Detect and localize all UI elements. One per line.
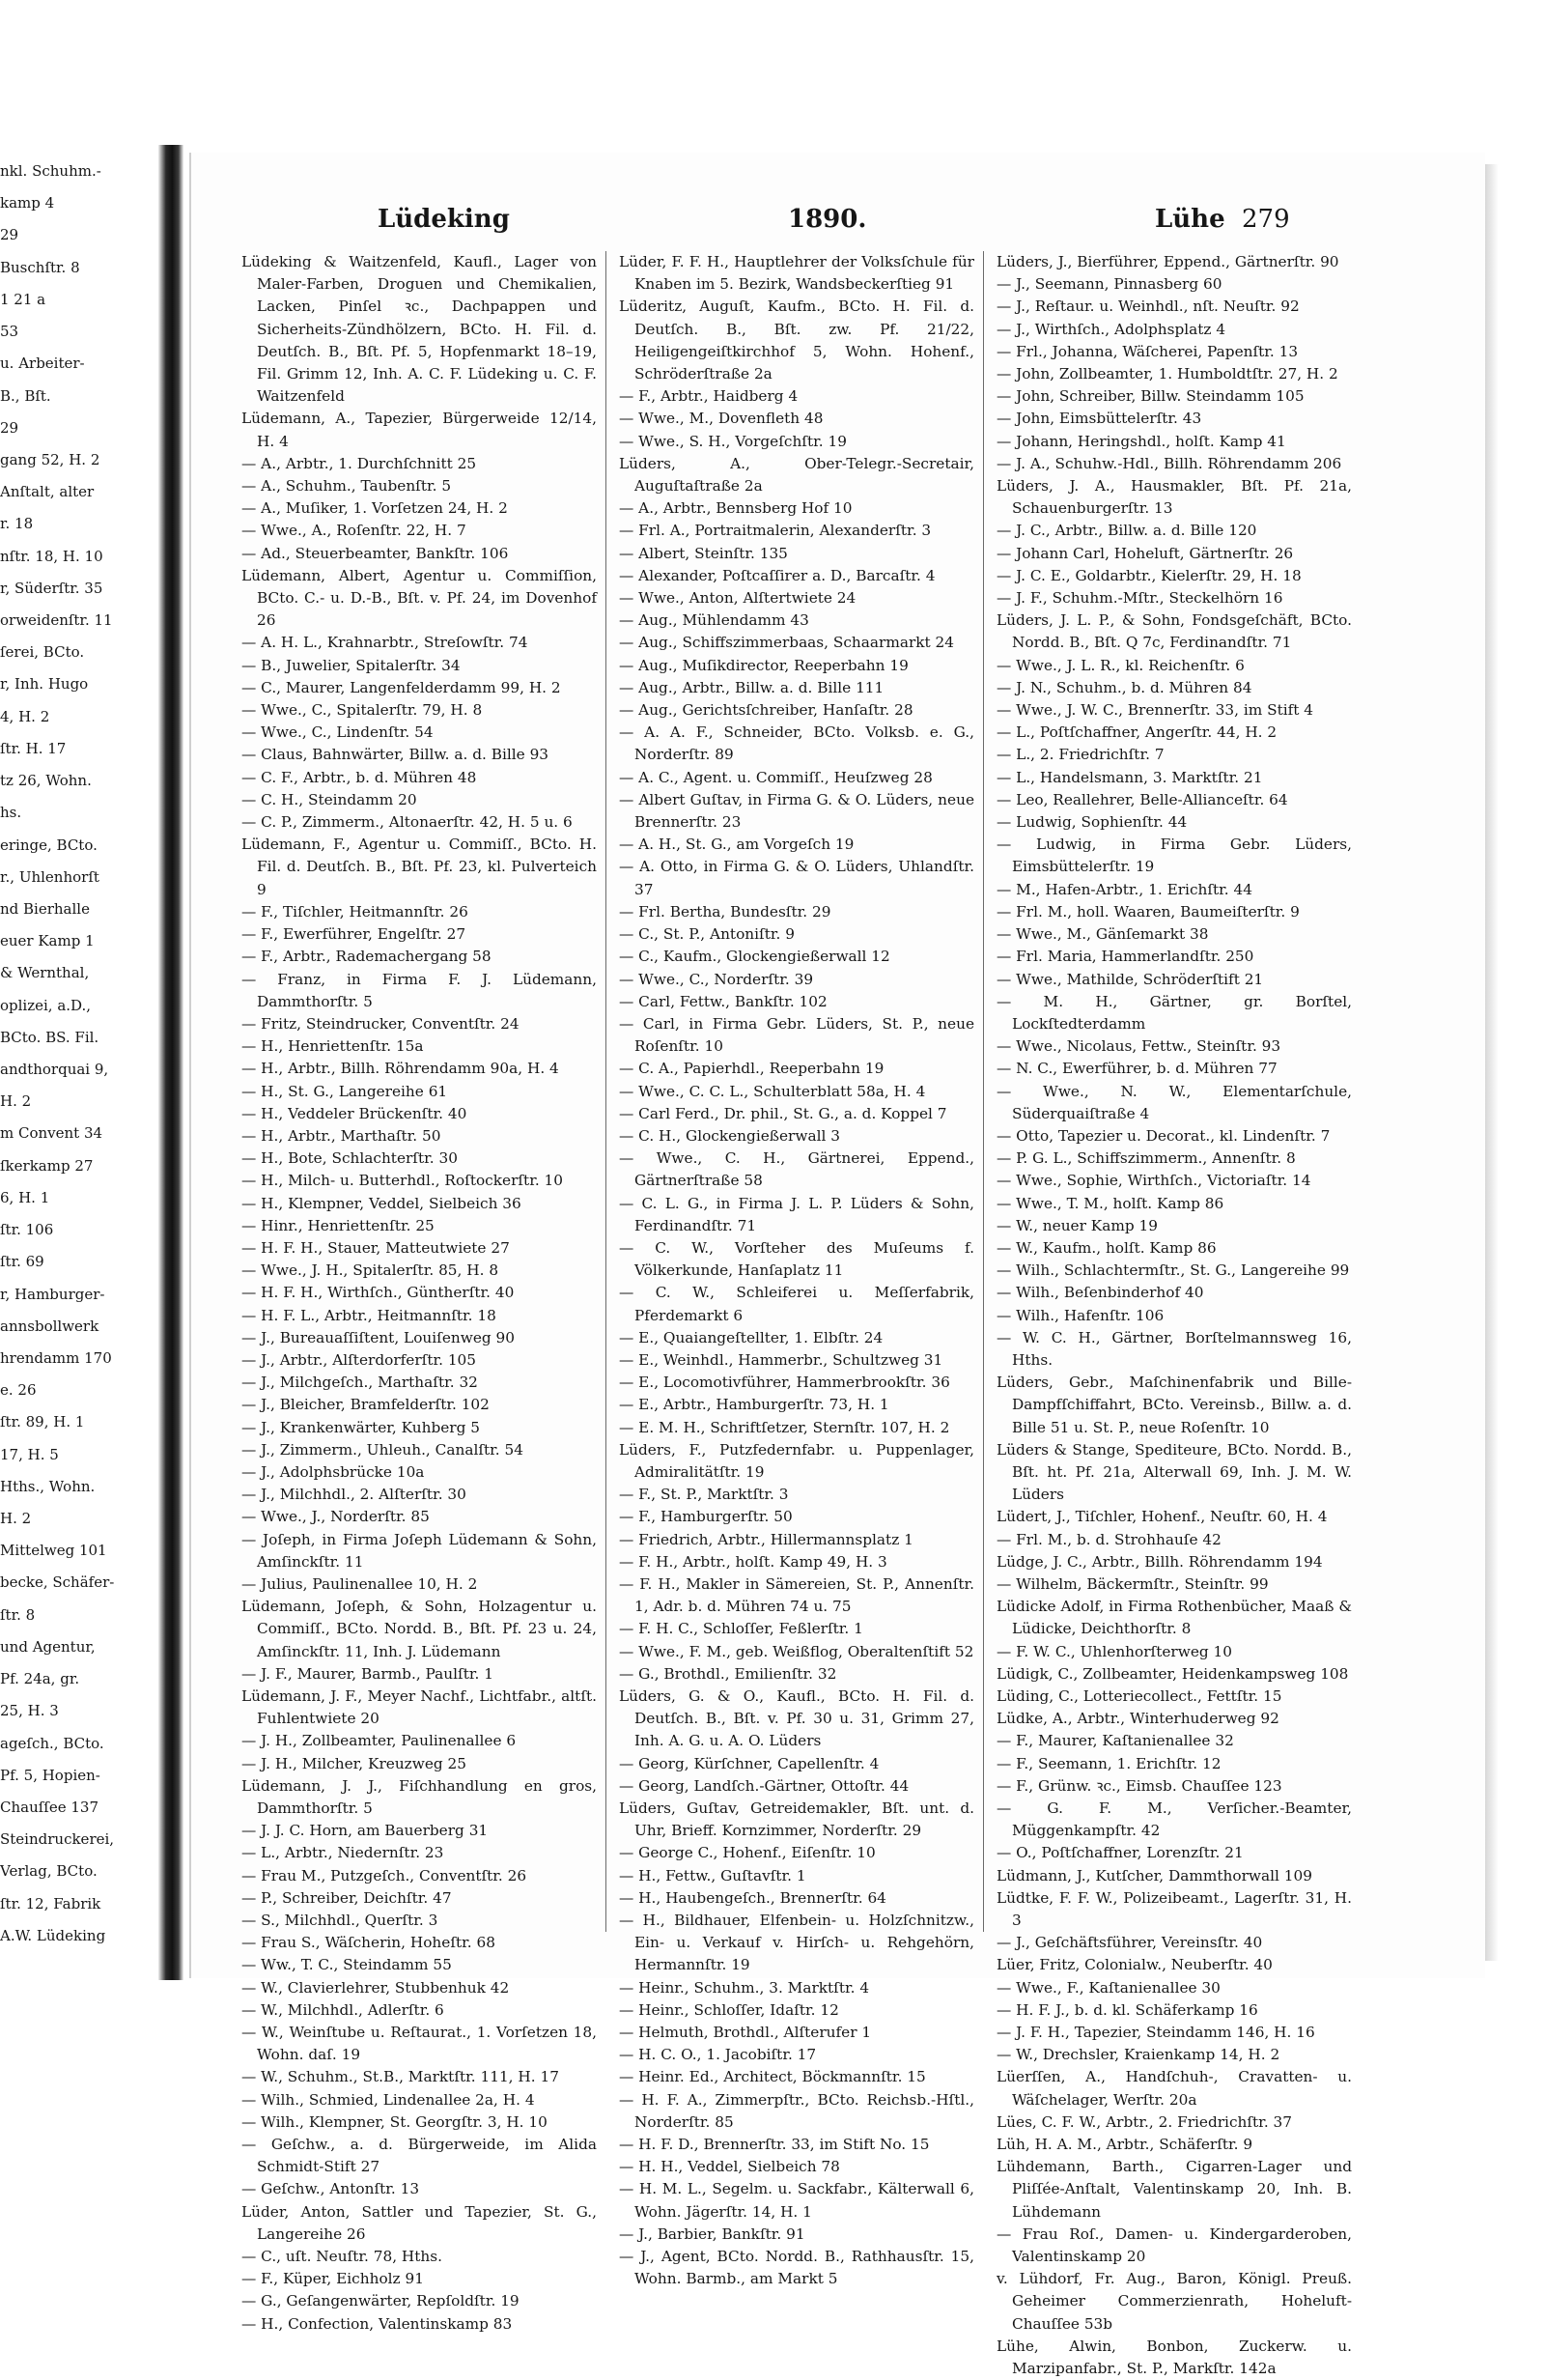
directory-entry: — Otto, Tapezier u. Decorat., kl. Lindenſtr. 7 (997, 1126, 1331, 1145)
directory-entry: — Wwe., C., Norderſtr. 39 (619, 970, 814, 988)
directory-entry: — J., Adolphsbrücke 10a (241, 1462, 425, 1481)
directory-entry: — J. F., Schuhm.-Mſtr., Steckelhörn 16 (997, 589, 1283, 608)
directory-entry: — C. F., Arbtr., b. d. Mühren 48 (241, 768, 477, 786)
directory-entry: — Geſchw., Antonſtr. 13 (241, 2180, 420, 2198)
directory-entry: — F., Ewerführer, Engelſtr. 27 (241, 925, 466, 944)
directory-entry: — J., Wirthſch., Adolphsplatz 4 (997, 320, 1226, 338)
directory-entry: — Frl., Johanna, Wäſcherei, Papenſtr. 13 (997, 342, 1299, 360)
directory-entry: — W., Clavierlehrer, Stubbenhuk 42 (241, 1978, 510, 1997)
directory-entry: — Frau Roſ., Damen- u. Kindergarderoben, Valentinskamp 20 (997, 2224, 1352, 2266)
directory-entry: — Wwe., Nicolaus, Fettw., Steinſtr. 93 (997, 1037, 1281, 1056)
directory-entry: — A. C., Agent. u. Commiſſ., Heuſzweg 28 (619, 768, 933, 786)
left-page-text-fragment: B., Bſt. (0, 387, 51, 405)
directory-entry: — O., Poſtſchaffner, Lorenzſtr. 21 (997, 1844, 1244, 1862)
directory-column-2 (619, 251, 974, 2288)
directory-entry: Lüders, Gebr., Maſchinenfabrik und Bille-Dampfſchiffahrt, BCto. Vereinsb., Billw. a. d. Bille 51 u. St. P., neue Roſenſtr. 10 (997, 1374, 1352, 1436)
directory-entry: — Wwe., C. C. L., Schulterblatt 58a, H. 4 (619, 1082, 926, 1100)
left-page-text-fragment: 4, H. 2 (0, 708, 50, 725)
directory-entry: Lühdemann, Barth., Cigarren-Lager und Pliſſée-Anſtalt, Valentinskamp 20, Inh. B. Lühdemann (997, 2158, 1352, 2221)
page-number: 279 (1242, 205, 1290, 234)
directory-entry: — Wilhelm, Bäckermſtr., Steinſtr. 99 (997, 1574, 1269, 1593)
directory-entry: — Aug., Muſikdirector, Reeperbahn 19 (619, 656, 909, 674)
directory-entry: — W., neuer Kamp 19 (997, 1216, 1158, 1234)
directory-entry: — Albert, Steinſtr. 135 (619, 544, 788, 562)
directory-column-1 (241, 251, 597, 2333)
directory-entry: — Carl Ferd., Dr. phil., St. G., a. d. Koppel 7 (619, 1104, 947, 1122)
directory-entry: — Aug., Schiffszimmerbaas, Schaarmarkt 24 (619, 634, 955, 652)
directory-entry: — B., Juwelier, Spitalerſtr. 34 (241, 656, 461, 674)
left-page-text-fragment: oplizei, a.D., (0, 997, 92, 1014)
running-head-year: 1890. (788, 205, 867, 234)
directory-entry: — John, Zollbeamter, 1. Humboldtſtr. 27, H. 2 (997, 365, 1338, 383)
directory-entry: — H., Bildhauer, Elfenbein- u. Holzſchnitzw., Ein- u. Verkauf v. Hirſch- u. Rehgehörn, Hermannſtr. 19 (619, 1912, 974, 1974)
directory-entry: Lüdke, A., Arbtr., Winterhuderweg 92 (997, 1710, 1279, 1728)
directory-entry: — F., Maurer, Kaſtanienallee 32 (997, 1732, 1234, 1750)
directory-entry: — H. F. A., Zimmerpſtr., BCto. Reichsb.-Hſtl., Norderſtr. 85 (619, 2090, 974, 2131)
left-page-text-fragment: r, Inh. Hugo (0, 675, 89, 693)
directory-entry: — Wwe., J. H., Spitalerſtr. 85, H. 8 (241, 1261, 499, 1280)
directory-entry: — Frl. Maria, Hammerlandſtr. 250 (997, 948, 1254, 966)
directory-entry: — Wwe., C. H., Gärtnerei, Eppend., Gärtnerſtraße 58 (619, 1149, 974, 1190)
directory-entry: Lüders, J. L. P., & Sohn, Fondsgeſchäft, BCto. Nordd. B., Bſt. Q 7c, Ferdinandſtr. 71 (997, 611, 1352, 652)
left-page-text-fragment: A.W. Lüdeking (0, 1927, 106, 1944)
directory-entry: — Frl. M., holl. Waaren, Baumeiſterſtr. 9 (997, 902, 1300, 921)
directory-entry: — John, Schreiber, Billw. Steindamm 105 (997, 387, 1305, 406)
directory-entry: — Wwe., A., Roſenſtr. 22, H. 7 (241, 522, 466, 540)
directory-entry: — Wwe., M., Gänſemarkt 38 (997, 925, 1209, 944)
left-page-text-fragment: und Agentur, (0, 1638, 96, 1656)
directory-entry: Lües, C. F. W., Arbtr., 2. Friedrichſtr. 37 (997, 2112, 1293, 2131)
directory-entry: — Johann, Heringshdl., holſt. Kamp 41 (997, 432, 1286, 450)
directory-entry: Lüer, Fritz, Colonialw., Neuberſtr. 40 (997, 1956, 1273, 1974)
left-page-text-fragment: Mittelweg 101 (0, 1542, 107, 1559)
directory-column-3 (997, 251, 1352, 2378)
directory-entry: — J., Bureauaſſiſtent, Louiſenweg 90 (241, 1328, 515, 1346)
directory-entry: — J. A., Schuhw.-Hdl., Billh. Röhrendamm 206 (997, 454, 1342, 472)
directory-entry: — J., Barbier, Bankſtr. 91 (619, 2224, 805, 2243)
directory-entry: — H., Fettw., Guſtavſtr. 1 (619, 1866, 806, 1884)
directory-entry: — F., Grünw. ꝛc., Eimsb. Chauſſee 123 (997, 1776, 1282, 1795)
directory-entry: — H. C. O., 1. Jacobiſtr. 17 (619, 2046, 817, 2064)
directory-entry: — Hinr., Henriettenſtr. 25 (241, 1216, 435, 1234)
directory-entry: — H. F. L., Arbtr., Heitmannſtr. 18 (241, 1306, 496, 1324)
directory-entry: — H. M. L., Segelm. u. Sackfabr., Kälterwall 6, Wohn. Jägerſtr. 14, H. 1 (619, 2180, 974, 2221)
directory-entry: — H. F. D., Brennerſtr. 33, im Stift No. 15 (619, 2136, 930, 2154)
directory-entry: — J. N., Schuhm., b. d. Mühren 84 (997, 678, 1252, 696)
directory-entry: — F., Küper, Eichholz 91 (241, 2270, 424, 2288)
directory-entry: — H. F. J., b. d. kl. Schäferkamp 16 (997, 2000, 1258, 2019)
directory-entry: Lüdemann, A., Tapezier, Bürgerweide 12/14, H. 4 (241, 410, 597, 450)
left-page-text-fragment: ſtr. 12, Fabrik (0, 1895, 101, 1912)
directory-entry: — J., Milchgeſch., Marthaſtr. 32 (241, 1374, 478, 1392)
left-page-text-fragment: eringe, BCto. (0, 836, 98, 854)
left-page-text-fragment: tz 26, Wohn. (0, 772, 92, 789)
directory-entry: — J. J. C. Horn, am Bauerberg 31 (241, 1822, 489, 1840)
directory-entry: — H. H., Veddel, Sielbeich 78 (619, 2158, 840, 2176)
left-page-text-fragment: becke, Schäfer- (0, 1573, 115, 1591)
left-page-text-fragment: ſtr. 8 (0, 1606, 36, 1624)
left-page-text-fragment: Steindruckerei, (0, 1830, 115, 1848)
directory-entry: — Carl, Fettw., Bankſtr. 102 (619, 992, 828, 1010)
column-divider (605, 251, 606, 1932)
column-divider (983, 251, 984, 1932)
directory-entry: — C., Kaufm., Glockengießerwall 12 (619, 948, 890, 966)
directory-entry: — E., Weinhdl., Hammerbr., Schultzweg 31 (619, 1350, 943, 1369)
directory-entry: — G., Brothdl., Emilienſtr. 32 (619, 1664, 837, 1683)
directory-entry: — F. H. C., Schloſſer, Feßlerſtr. 1 (619, 1620, 863, 1638)
left-page-text-fragment: Buschſtr. 8 (0, 259, 80, 276)
directory-entry: — C. W., Schleiferei u. Meſſerfabrik, Pferdemarkt 6 (619, 1284, 974, 1324)
directory-entry: — Frl. M., b. d. Strohhauſe 42 (997, 1530, 1222, 1548)
directory-entry: — A. H. L., Krahnarbtr., Streſowſtr. 74 (241, 634, 528, 652)
directory-page (189, 153, 1485, 2378)
directory-entry: — A. H., St. G., am Vorgeſch 19 (619, 836, 855, 854)
directory-entry: — H., St. G., Langereihe 61 (241, 1082, 448, 1100)
directory-entry: Lüdemann, J. F., Meyer Nachf., Lichtfabr., altſt. Fuhlentwiete 20 (241, 1687, 597, 1728)
directory-entry: — Wwe., J. W. C., Brennerſtr. 33, im Stift 4 (997, 701, 1314, 720)
directory-entry: — Wwe., Sophie, Wirthſch., Victoriaſtr. 14 (997, 1172, 1311, 1190)
directory-entry: — Aug., Gerichtsſchreiber, Hanſaſtr. 28 (619, 701, 913, 720)
directory-entry: — J., Zimmerm., Uhleuh., Canalſtr. 54 (241, 1440, 523, 1459)
directory-entry: — Wilh., Schlachtermſtr., St. G., Langereihe 99 (997, 1261, 1350, 1280)
directory-entry: Lüdmann, J., Kutſcher, Dammthorwall 109 (997, 1866, 1312, 1884)
left-page-text-fragment: Pf. 5, Hopien- (0, 1767, 100, 1784)
directory-entry: — A. A. F., Schneider, BCto. Volksb. e. G., Norderſtr. 89 (619, 723, 974, 764)
directory-entry: — Wwe., T. M., holſt. Kamp 86 (997, 1194, 1224, 1212)
directory-entry: — J., Reſtaur. u. Weinhdl., nſt. Neuſtr. 92 (997, 298, 1300, 316)
directory-entry: Lüdeking & Waitzenfeld, Kaufl., Lager von Maler-Farben, Droguen und Chemikalien, Lacken, Pinſel ꝛc., Dachpappen und Sicherheits-Zündhölzern, BCto. H. Fil. d. Deutſch. B., Bſt. Pf. 5, Hopfenmarkt 18–19, Fil. Grimm 12, Inh. A. C. F. Lüdeking u. C. F. Waitzenfeld (241, 253, 597, 406)
directory-entry: — John, Eimsbüttelerſtr. 43 (997, 410, 1202, 428)
left-page-text-fragment: 17, H. 5 (0, 1446, 59, 1463)
directory-entry: — F., Hamburgerſtr. 50 (619, 1508, 793, 1526)
left-page-text-fragment: u. Arbeiter- (0, 354, 85, 372)
directory-entry: — E., Arbtr., Hamburgerſtr. 73, H. 1 (619, 1396, 889, 1414)
directory-entry: — C. L. G., in Firma J. L. P. Lüders & Sohn, Ferdinandſtr. 71 (619, 1194, 974, 1234)
directory-entry: — Ludwig, in Firma Gebr. Lüders, Eimsbüttelerſtr. 19 (997, 836, 1352, 876)
left-page-text-fragment: annsbollwerk (0, 1318, 99, 1335)
directory-entry: — A., Arbtr., 1. Durchſchnitt 25 (241, 454, 477, 472)
directory-entry: Lüh, H. A. M., Arbtr., Schäferſtr. 9 (997, 2136, 1253, 2154)
directory-entry: — J. F., Maurer, Barmb., Paulſtr. 1 (241, 1664, 493, 1683)
directory-entry: Lüdemann, Joſeph, & Sohn, Holzagentur u. Commiſſ., BCto. Nordd. B., Bſt. Pf. 23 u. 24, Amſinckſtr. 11, Inh. J. Lüdemann (241, 1598, 597, 1660)
directory-entry: — H., Veddeler Brückenſtr. 40 (241, 1104, 467, 1122)
directory-entry: — A., Schuhm., Taubenſtr. 5 (241, 477, 452, 496)
left-page-text-fragment: Verlag, BCto. (0, 1862, 98, 1880)
left-page-text-fragment: 1 21 a (0, 291, 46, 308)
directory-entry: — Frau S., Wäſcherin, Hoheſtr. 68 (241, 1934, 495, 1952)
left-page-text-fragment: nſtr. 18, H. 10 (0, 548, 103, 565)
left-page-text-fragment: euer Kamp 1 (0, 932, 95, 949)
directory-entry: — L., Handelsmann, 3. Marktſtr. 21 (997, 768, 1263, 786)
directory-entry: — A., Arbtr., Bennsberg Hof 10 (619, 499, 853, 518)
directory-entry: Lüdemann, F., Agentur u. Commiſſ., BCto. H. Fil. d. Deutſch. B., Bſt. Pf. 23, kl. Pulverteich 9 (241, 836, 597, 898)
directory-entry: — Wilh., Beſenbinderhof 40 (997, 1284, 1204, 1302)
directory-entry: — A. Otto, in Firma G. & O. Lüders, Uhlandſtr. 37 (619, 858, 974, 898)
directory-entry: Lüder, F. F. H., Hauptlehrer der Volksſchule für Knaben im 5. Bezirk, Wandsbeckerſtieg 91 (619, 253, 974, 294)
directory-entry: — Ww., T. C., Steindamm 55 (241, 1956, 452, 1974)
directory-entry: — Wwe., M., Dovenfleth 48 (619, 410, 824, 428)
directory-entry: — Wwe., S. H., Vorgeſchſtr. 19 (619, 432, 847, 450)
directory-entry: — C. W., Vorſteher des Muſeums f. Völkerkunde, Hanſaplatz 11 (619, 1238, 974, 1280)
directory-entry: — F. H., Makler in Sämereien, St. P., Annenſtr. 1, Adr. b. d. Mühren 74 u. 75 (619, 1574, 974, 1616)
directory-entry: — L., 2. Friedrichſtr. 7 (997, 746, 1165, 764)
directory-entry: — F. W. C., Uhlenhorſterweg 10 (997, 1642, 1232, 1660)
directory-entry: — Franz, in Firma F. J. Lüdemann, Dammthorſtr. 5 (241, 970, 597, 1010)
left-page-text-fragment: m Convent 34 (0, 1124, 103, 1142)
directory-entry: Lüding, C., Lotteriecollect., Fettſtr. 15 (997, 1687, 1282, 1705)
directory-entry: — George C., Hohenf., Eiſenſtr. 10 (619, 1844, 876, 1862)
directory-entry: — J., Arbtr., Alſterdorferſtr. 105 (241, 1350, 477, 1369)
directory-entry: — C. P., Zimmerm., Altonaerſtr. 42, H. 5 u. 6 (241, 813, 573, 832)
directory-entry: — W. C. H., Gärtner, Borſtelmannsweg 16, Hths. (997, 1328, 1352, 1369)
directory-entry: — Fritz, Steindrucker, Conventſtr. 24 (241, 1014, 520, 1033)
directory-entry: — F., Arbtr., Rademachergang 58 (241, 948, 492, 966)
directory-entry: Lüdge, J. C., Arbtr., Billh. Röhrendamm 194 (997, 1552, 1323, 1571)
directory-entry: Lüders, J. A., Hausmakler, Bſt. Pf. 21a, Schauenburgerſtr. 13 (997, 477, 1352, 518)
directory-entry: — Wilh., Hafenſtr. 106 (997, 1306, 1165, 1324)
left-page-text-fragment: hrendamm 170 (0, 1349, 112, 1367)
directory-entry: — Helmuth, Brothdl., Alſterufer 1 (619, 2024, 872, 2042)
left-page-text-fragment: ſtr. 106 (0, 1221, 54, 1238)
directory-entry: — Frl. A., Portraitmalerin, Alexanderſtr. 3 (619, 522, 932, 540)
left-page-text-fragment: & Wernthal, (0, 964, 90, 981)
running-header (189, 203, 1485, 238)
directory-entry: — Alexander, Poſtcaſſirer a. D., Barcaſtr. 4 (619, 566, 936, 584)
left-page-text-fragment: BCto. BS. Fil. (0, 1029, 99, 1046)
directory-entry: — Wwe., F. M., geb. Weißflog, Oberaltenſtift 52 (619, 1642, 974, 1660)
left-page-text-fragment: 29 (0, 226, 19, 243)
left-page-text-fragment: H. 2 (0, 1092, 32, 1110)
left-page-text-fragment: Anſtalt, alter (0, 483, 95, 500)
directory-entry: — J. F. H., Tapezier, Steindamm 146, H. 16 (997, 2024, 1315, 2042)
directory-entry: — J., Bleicher, Bramfelderſtr. 102 (241, 1396, 490, 1414)
directory-entry: — F., St. P., Marktſtr. 3 (619, 1486, 789, 1504)
directory-entry: — M., Hafen-Arbtr., 1. Erichſtr. 44 (997, 880, 1252, 898)
directory-entry: — Heinr. Ed., Architect, Böckmannſtr. 15 (619, 2068, 926, 2086)
directory-entry: Lüders, F., Putzfedernfabr. u. Puppenlager, Admiralitätſtr. 19 (619, 1440, 974, 1481)
left-page-text-fragment: nkl. Schuhm.- (0, 162, 101, 180)
directory-entry: — P., Schreiber, Deichſtr. 47 (241, 1888, 452, 1907)
directory-entry: — Wwe., J., Norderſtr. 85 (241, 1508, 430, 1526)
directory-entry: — H., Haubengeſch., Brennerſtr. 64 (619, 1888, 886, 1907)
directory-entry: — C. H., Steindamm 20 (241, 790, 417, 808)
directory-entry: — W., Milchhdl., Adlerſtr. 6 (241, 2000, 444, 2019)
directory-entry: — Frau M., Putzgeſch., Conventſtr. 26 (241, 1866, 527, 1884)
left-page-text-fragment: 53 (0, 323, 19, 340)
directory-entry: — C., Maurer, Langenfelderdamm 99, H. 2 (241, 678, 561, 696)
directory-entry: — Geſchw., a. d. Bürgerweide, im Alida Schmidt-Stift 27 (241, 2136, 597, 2176)
left-page-text-fragment: 25, H. 3 (0, 1702, 59, 1719)
directory-entry: — Joſeph, in Firma Joſeph Lüdemann & Sohn, Amſinckſtr. 11 (241, 1530, 597, 1571)
directory-entry: — Wwe., C., Spitalerſtr. 79, H. 8 (241, 701, 483, 720)
directory-entry: — Aug., Arbtr., Billw. a. d. Bille 111 (619, 678, 885, 696)
directory-entry: Lüders, J., Bierführer, Eppend., Gärtnerſtr. 90 (997, 253, 1339, 270)
directory-entry: — Heinr., Schuhm., 3. Marktſtr. 4 (619, 1978, 870, 1997)
directory-entry: — H., Arbtr., Billh. Röhrendamm 90a, H. 4 (241, 1060, 559, 1078)
directory-entry: — F., Seemann, 1. Erichſtr. 12 (997, 1754, 1222, 1772)
directory-entry: — F., Tiſchler, Heitmannſtr. 26 (241, 902, 468, 921)
directory-entry: — E., Locomotivführer, Hammerbrookſtr. 36 (619, 1374, 950, 1392)
directory-entry: — Friedrich, Arbtr., Hillermannsplatz 1 (619, 1530, 913, 1548)
directory-entry: — Albert Guſtav, in Firma G. & O. Lüders, neue Brennerſtr. 23 (619, 790, 974, 832)
directory-entry: — Wwe., N. W., Elementarſchule, Süderquaiſtraße 4 (997, 1082, 1352, 1122)
directory-entry: Lühe, Alwin, Bonbon, Zuckerw. u. Marzipanfabr., St. P., Markſtr. 142a (997, 2337, 1352, 2378)
running-head-right: Lühe (1155, 205, 1225, 234)
directory-entry: Lüder, Anton, Sattler und Tapezier, St. G., Langereihe 26 (241, 2202, 597, 2243)
directory-entry: — C. A., Papierhdl., Reeperbahn 19 (619, 1060, 885, 1078)
directory-entry: Lüders, G. & O., Kaufl., BCto. H. Fil. d. Deutſch. B., Bſt. v. Pf. 30 u. 31, Grimm 27, Inh. A. G. u. A. O. Lüders (619, 1687, 974, 1750)
left-page-text-fragment: H. 2 (0, 1510, 32, 1527)
directory-entry: — C., uſt. Neuſtr. 78, Hths. (241, 2248, 442, 2266)
directory-entry: — J. C., Arbtr., Billw. a. d. Bille 120 (997, 522, 1257, 540)
directory-entry: — C., St. P., Antoniſtr. 9 (619, 925, 795, 944)
left-page-text-fragment: hs. (0, 804, 22, 821)
directory-entry: — S., Milchhdl., Querſtr. 3 (241, 1912, 438, 1930)
left-page-text-fragment: kamp 4 (0, 194, 55, 212)
directory-entry: — Wwe., J. L. R., kl. Reichenſtr. 6 (997, 656, 1245, 674)
directory-entry: — Wwe., C., Lindenſtr. 54 (241, 723, 434, 742)
directory-entry: — C. H., Glockengießerwall 3 (619, 1126, 840, 1145)
left-page-text-fragment: e. 26 (0, 1381, 37, 1399)
directory-entry: Lüdicke Adolf, in Firma Rothenbücher, Maaß & Lüdicke, Deichthorſtr. 8 (997, 1598, 1352, 1638)
directory-entry: — H., Confection, Valentinskamp 83 (241, 2314, 513, 2333)
directory-entry: — J., Seemann, Pinnasberg 60 (997, 275, 1222, 294)
directory-entry: — Heinr., Schloſſer, Idaſtr. 12 (619, 2000, 839, 2019)
directory-entry: — Aug., Mühlendamm 43 (619, 611, 809, 630)
directory-entry: — G., Geſangenwärter, Repſoldſtr. 19 (241, 2292, 520, 2310)
directory-entry: — Wilh., Schmied, Lindenallee 2a, H. 4 (241, 2090, 535, 2109)
directory-entry: — J., Milchhdl., 2. Alſterſtr. 30 (241, 1486, 466, 1504)
left-page-text-fragment: 29 (0, 419, 19, 437)
directory-entry: — J. H., Milcher, Kreuzweg 25 (241, 1754, 467, 1772)
left-page-text-fragment: 6, H. 1 (0, 1189, 50, 1206)
left-page-text-fragment: ſtr. 69 (0, 1253, 44, 1270)
directory-entry: Lüdemann, J. J., Fiſchhandlung en gros, Dammthorſtr. 5 (241, 1776, 597, 1818)
directory-entry: — J. H., Zollbeamter, Paulinenallee 6 (241, 1732, 517, 1750)
directory-entry: — H., Milch- u. Butterhdl., Roſtockerſtr. 10 (241, 1172, 564, 1190)
left-page-text-fragment: orweidenſtr. 11 (0, 611, 113, 629)
directory-entry: — Frl. Bertha, Bundesſtr. 29 (619, 902, 831, 921)
directory-entry: Lüdtke, F. F. W., Polizeibeamt., Lagerſtr. 31, H. 3 (997, 1888, 1352, 1930)
directory-entry: Lüders, A., Ober-Telegr.-Secretair, Auguſtaſtraße 2a (619, 454, 974, 496)
directory-entry: — H., Bote, Schlachterſtr. 30 (241, 1149, 458, 1168)
left-page-text-fragment: ſtr. H. 17 (0, 740, 67, 757)
left-page-text-fragment: r, Hamburger- (0, 1286, 105, 1303)
directory-entry: — Wwe., F., Kaſtanienallee 30 (997, 1978, 1221, 1997)
directory-entry: v. Lühdorf, Fr. Aug., Baron, Königl. Preuß. Geheimer Commerzienrath, Hoheluft-Chauſſee 53b (997, 2270, 1352, 2333)
directory-entry: — J., Krankenwärter, Kuhberg 5 (241, 1418, 480, 1436)
left-page-text-fragment: gang 52, H. 2 (0, 451, 100, 468)
directory-entry: — M. H., Gärtner, gr. Borſtel, Lockſtedterdamm (997, 992, 1352, 1033)
directory-entry: — J., Agent, BCto. Nordd. B., Rathhausſtr. 15, Wohn. Barmb., am Markt 5 (619, 2248, 974, 2288)
directory-entry: — W., Kaufm., holſt. Kamp 86 (997, 1238, 1217, 1257)
directory-entry: — Wwe., Anton, Alſtertwiete 24 (619, 589, 857, 608)
directory-entry: — Ad., Steuerbeamter, Bankſtr. 106 (241, 544, 509, 562)
directory-entry: — E., Quaiangeſtellter, 1. Elbſtr. 24 (619, 1328, 884, 1346)
directory-entry: — F., Arbtr., Haidberg 4 (619, 387, 799, 406)
left-page-text-fragment: Pf. 24a, gr. (0, 1670, 80, 1687)
left-page-text-fragment: r., Uhlenhorſt (0, 868, 99, 886)
directory-entry: — P. G. L., Schiffszimmerm., Annenſtr. 8 (997, 1149, 1296, 1168)
directory-entry: — Georg, Landſch.-Gärtner, Ottoſtr. 44 (619, 1776, 910, 1795)
directory-entry: — H., Henriettenſtr. 15a (241, 1037, 424, 1056)
left-page-fragment (0, 155, 156, 1970)
directory-entry: Lüdert, J., Tiſchler, Hohenf., Neuſtr. 60, H. 4 (997, 1508, 1328, 1526)
page-edge (1485, 164, 1499, 1961)
directory-entry: — W., Drechsler, Kraienkamp 14, H. 2 (997, 2046, 1280, 2064)
directory-entry: Lüerſſen, A., Handſchuh-, Cravatten- u. Wäſchelager, Werſtr. 20a (997, 2068, 1352, 2109)
left-page-text-fragment: r, Süderſtr. 35 (0, 580, 103, 597)
directory-entry: — Claus, Bahnwärter, Billw. a. d. Bille 93 (241, 746, 549, 764)
directory-entry: Lüders & Stange, Spediteure, BCto. Nordd. B., Bſt. ht. Pf. 21a, Alterwall 69, Inh. J. M. W. Lüders (997, 1440, 1352, 1504)
book-gutter (158, 145, 183, 1980)
directory-entry: — G. F. M., Verſicher.-Beamter, Müggenkampſtr. 42 (997, 1799, 1352, 1840)
directory-entry: — Carl, in Firma Gebr. Lüders, St. P., neue Roſenſtr. 10 (619, 1014, 974, 1056)
directory-entry: — L., Poſtſchaffner, Angerſtr. 44, H. 2 (997, 723, 1278, 742)
directory-entry: Lüdigk, C., Zollbeamter, Heidenkampsweg 108 (997, 1664, 1349, 1683)
left-page-text-fragment: ſtr. 89, H. 1 (0, 1413, 85, 1431)
directory-entry: — Wwe., Mathilde, Schröderſtift 21 (997, 970, 1264, 988)
directory-entry: Lüderitz, Auguſt, Kaufm., BCto. H. Fil. d. Deutſch. B., Bſt. zw. Pf. 21/22, Heiligengeiſtkirchhof 5, Wohn. Hohenf., Schröderſtraße 2a (619, 298, 974, 383)
left-page-text-fragment: r. 18 (0, 515, 34, 532)
left-page-text-fragment: ſerei, BCto. (0, 643, 85, 661)
directory-entry: Lüdemann, Albert, Agentur u. Commiſſion, BCto. C.- u. D.-B., Bſt. v. Pf. 24, im Dovenhof 26 (241, 566, 597, 630)
directory-entry: — Georg, Kürſchner, Capellenſtr. 4 (619, 1754, 880, 1772)
directory-entry: — E. M. H., Schriftſetzer, Sternſtr. 107, H. 2 (619, 1418, 950, 1436)
directory-entry: — W., Weinſtube u. Reſtaurat., 1. Vorſetzen 18, Wohn. daſ. 19 (241, 2024, 597, 2064)
directory-entry: — F. H., Arbtr., holſt. Kamp 49, H. 3 (619, 1552, 887, 1571)
directory-entry: — Leo, Reallehrer, Belle-Allianceſtr. 64 (997, 790, 1288, 808)
directory-entry: — Wilh., Klempner, St. Georgſtr. 3, H. 10 (241, 2112, 548, 2131)
directory-entry: — H. F. H., Stauer, Matteutwiete 27 (241, 1238, 510, 1257)
directory-entry: — A., Muſiker, 1. Vorſetzen 24, H. 2 (241, 499, 508, 518)
left-page-text-fragment: Chauſſee 137 (0, 1799, 98, 1816)
directory-entry: — Julius, Paulinenallee 10, H. 2 (241, 1574, 478, 1593)
directory-entry: — Johann Carl, Hoheluft, Gärtnerſtr. 26 (997, 544, 1294, 562)
left-page-text-fragment: Hths., Wohn. (0, 1478, 96, 1495)
directory-entry: — N. C., Ewerführer, b. d. Mühren 77 (997, 1060, 1278, 1078)
directory-entry: — W., Schuhm., St.B., Marktſtr. 111, H. 17 (241, 2068, 559, 2086)
directory-entry: — H., Klempner, Veddel, Sielbeich 36 (241, 1194, 521, 1212)
directory-entry: — H. F. H., Wirthſch., Güntherſtr. 40 (241, 1284, 515, 1302)
left-page-text-fragment: andthorquai 9, (0, 1061, 109, 1078)
left-page-text-fragment: ſkerkamp 27 (0, 1157, 94, 1175)
directory-entry: Lüders, Guſtav, Getreidemakler, Bſt. unt. d. Uhr, Brieff. Kornzimmer, Norderſtr. 29 (619, 1799, 974, 1840)
directory-entry: — J. C. E., Goldarbtr., Kielerſtr. 29, H. 18 (997, 566, 1302, 584)
running-head-left: Lüdeking (378, 205, 510, 234)
directory-entry: — Ludwig, Sophienſtr. 44 (997, 813, 1188, 832)
directory-entry: — J., Geſchäftsführer, Vereinsſtr. 40 (997, 1934, 1263, 1952)
left-page-text-fragment: nd Bierhalle (0, 900, 90, 918)
directory-entry: — L., Arbtr., Niedernſtr. 23 (241, 1844, 444, 1862)
left-page-text-fragment: ageſch., BCto. (0, 1735, 104, 1752)
directory-entry: — H., Arbtr., Marthaſtr. 50 (241, 1126, 441, 1145)
